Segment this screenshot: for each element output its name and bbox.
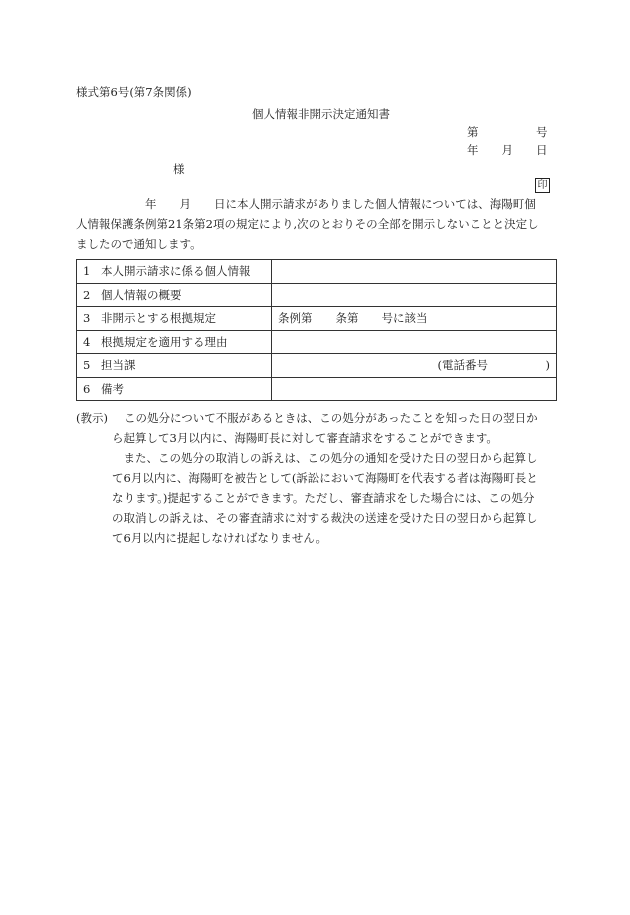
notice-line: て6月以内に、海陽町を被告として(訴訟において海陽町を代表する者は海陽町長と xyxy=(112,471,538,485)
body-line: 年 月 日に本人開示請求がありました個人情報については、海陽町個 xyxy=(76,197,536,211)
notice-line: て6月以内に提起しなければなりません。 xyxy=(112,531,328,545)
row-number: 5 xyxy=(83,358,91,373)
row-label-cell xyxy=(77,354,272,378)
row-number: 1 xyxy=(83,264,91,279)
row-label: 非開示とする根拠規定 xyxy=(101,311,216,326)
body-line: ましたので通知します。 xyxy=(76,237,202,251)
document-title: 個人情報非開示決定通知書 xyxy=(252,107,390,121)
row-label: 本人開示請求に係る個人情報 xyxy=(101,264,251,279)
row-label-cell xyxy=(77,283,272,307)
row-label-cell xyxy=(77,260,272,284)
table-row xyxy=(77,330,557,354)
notice-line: また、この処分の取消しの訴えは、この処分の通知を受けた日の翌日から起算し xyxy=(112,451,538,465)
notice-line: なります。)提起することができます。ただし、審査請求をした場合には、この処分 xyxy=(112,491,535,505)
row-label: 個人情報の概要 xyxy=(101,287,182,302)
table-row xyxy=(77,377,557,401)
notice-line: この処分について不服があるときは、この処分があったことを知った日の翌日か xyxy=(124,411,538,425)
row-label: 根拠規定を適用する理由 xyxy=(101,334,228,349)
addressee-honorific: 様 xyxy=(173,162,185,176)
row-label-cell xyxy=(77,307,272,331)
row-label-cell xyxy=(77,330,272,354)
seal-mark: 印 xyxy=(535,178,550,193)
notice-line: ら起算して3月以内に、海陽町長に対して審査請求をすることができます。 xyxy=(112,431,498,445)
row-label: 備考 xyxy=(101,381,124,396)
row-value-cell xyxy=(272,260,557,284)
table-row xyxy=(77,283,557,307)
info-table xyxy=(76,259,557,401)
row-value-cell xyxy=(272,307,557,331)
row-label: 担当課 xyxy=(101,358,136,373)
document-date: 年 月 日 xyxy=(467,143,548,157)
row-number: 6 xyxy=(83,381,91,396)
row-value-cell xyxy=(272,330,557,354)
phone-number-field: (電話番号 ) xyxy=(437,358,550,373)
row-number: 2 xyxy=(83,287,91,302)
row-value: 条例第 条第 号に該当 xyxy=(278,311,428,326)
notice-line: の取消しの訴えは、その審査請求に対する裁決の送達を受けた日の翌日から起算し xyxy=(112,511,538,525)
table-row xyxy=(77,354,557,378)
document-number: 第 号 xyxy=(467,125,548,139)
form-label: 様式第6号(第7条関係) xyxy=(76,85,192,99)
row-number: 3 xyxy=(83,311,91,326)
table-row xyxy=(77,260,557,284)
row-value-cell xyxy=(272,354,557,378)
row-number: 4 xyxy=(83,334,91,349)
row-value-cell xyxy=(272,377,557,401)
table-row xyxy=(77,307,557,331)
body-line: 人情報保護条例第21条第2項の規定により,次のとおりその全部を開示しないことと決定し xyxy=(76,217,539,231)
row-value-cell xyxy=(272,283,557,307)
notice-prefix: (教示) xyxy=(76,411,108,425)
row-label-cell xyxy=(77,377,272,401)
